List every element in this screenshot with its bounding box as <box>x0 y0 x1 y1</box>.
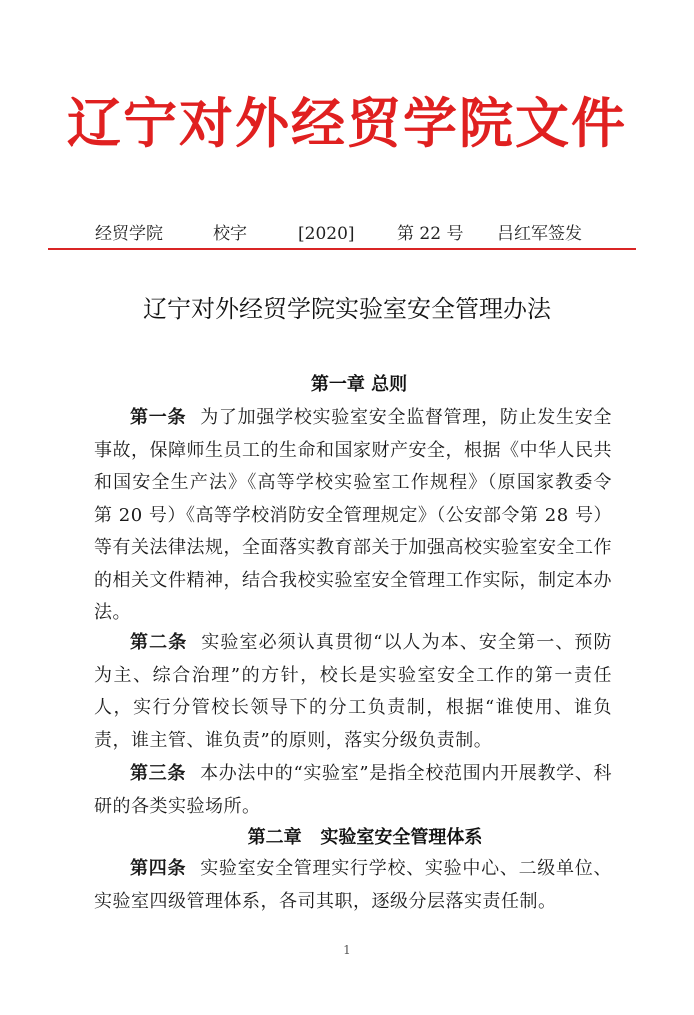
article-text: 本办法中的“实验室”是指全校范围内开展教学、科研的各类实验场所。 <box>94 763 613 817</box>
article-2 <box>94 627 612 757</box>
document-type: 校字 <box>213 224 247 244</box>
article-3 <box>94 758 612 823</box>
document-year: [2020] <box>298 224 355 244</box>
document-title: 辽宁对外经贸学院实验室安全管理办法 <box>143 295 551 323</box>
issuing-org-abbr: 经贸学院 <box>95 224 163 244</box>
signer: 吕红军签发 <box>497 224 582 244</box>
article-label: 第一条 <box>130 407 187 428</box>
article-text: 实验室安全管理实行学校、实验中心、二级单位、实验室四级管理体系，各司其职，逐级分层落实责任制。 <box>94 858 612 912</box>
article-text: 实验室必须认真贯彻“以人为本、安全第一、预防为主、综合治理”的方针，校长是实验室安全工作的第一责任人，实行分管校长领导下的分工负责制，根据“谁使用、谁负责，谁主管、谁负责”的原则，落实分级负责制。 <box>94 632 613 751</box>
document-number: 第 22 号 <box>397 224 464 244</box>
page-number: 1 <box>343 943 351 957</box>
chapter-heading-2: 第二章 实验室安全管理体系 <box>247 827 483 848</box>
document-header-title: 辽宁对外经贸学院文件 <box>67 91 627 155</box>
chapter-heading-1: 第一章 总则 <box>310 374 408 395</box>
article-label: 第四条 <box>130 858 187 879</box>
article-text: 为了加强学校实验室安全监督管理，防止发生安全事故，保障师生员工的生命和国家财产安全，根据《中华人民共和国安全生产法》《高等学校实验室工作规程》（原国家教委令第 20 号）《高等学校消防安全管理规定》（公安部令第 28 号）等有关法律法规，全面落实教育部关于加强高校实验室安全工作的相关文件精神，结合我校实验室安全管理工作实际，制定本办法。 <box>94 407 612 623</box>
red-divider-line <box>48 248 636 250</box>
article-1 <box>94 402 612 630</box>
article-label: 第三条 <box>130 763 187 784</box>
article-4 <box>94 853 612 918</box>
article-label: 第二条 <box>130 632 188 653</box>
